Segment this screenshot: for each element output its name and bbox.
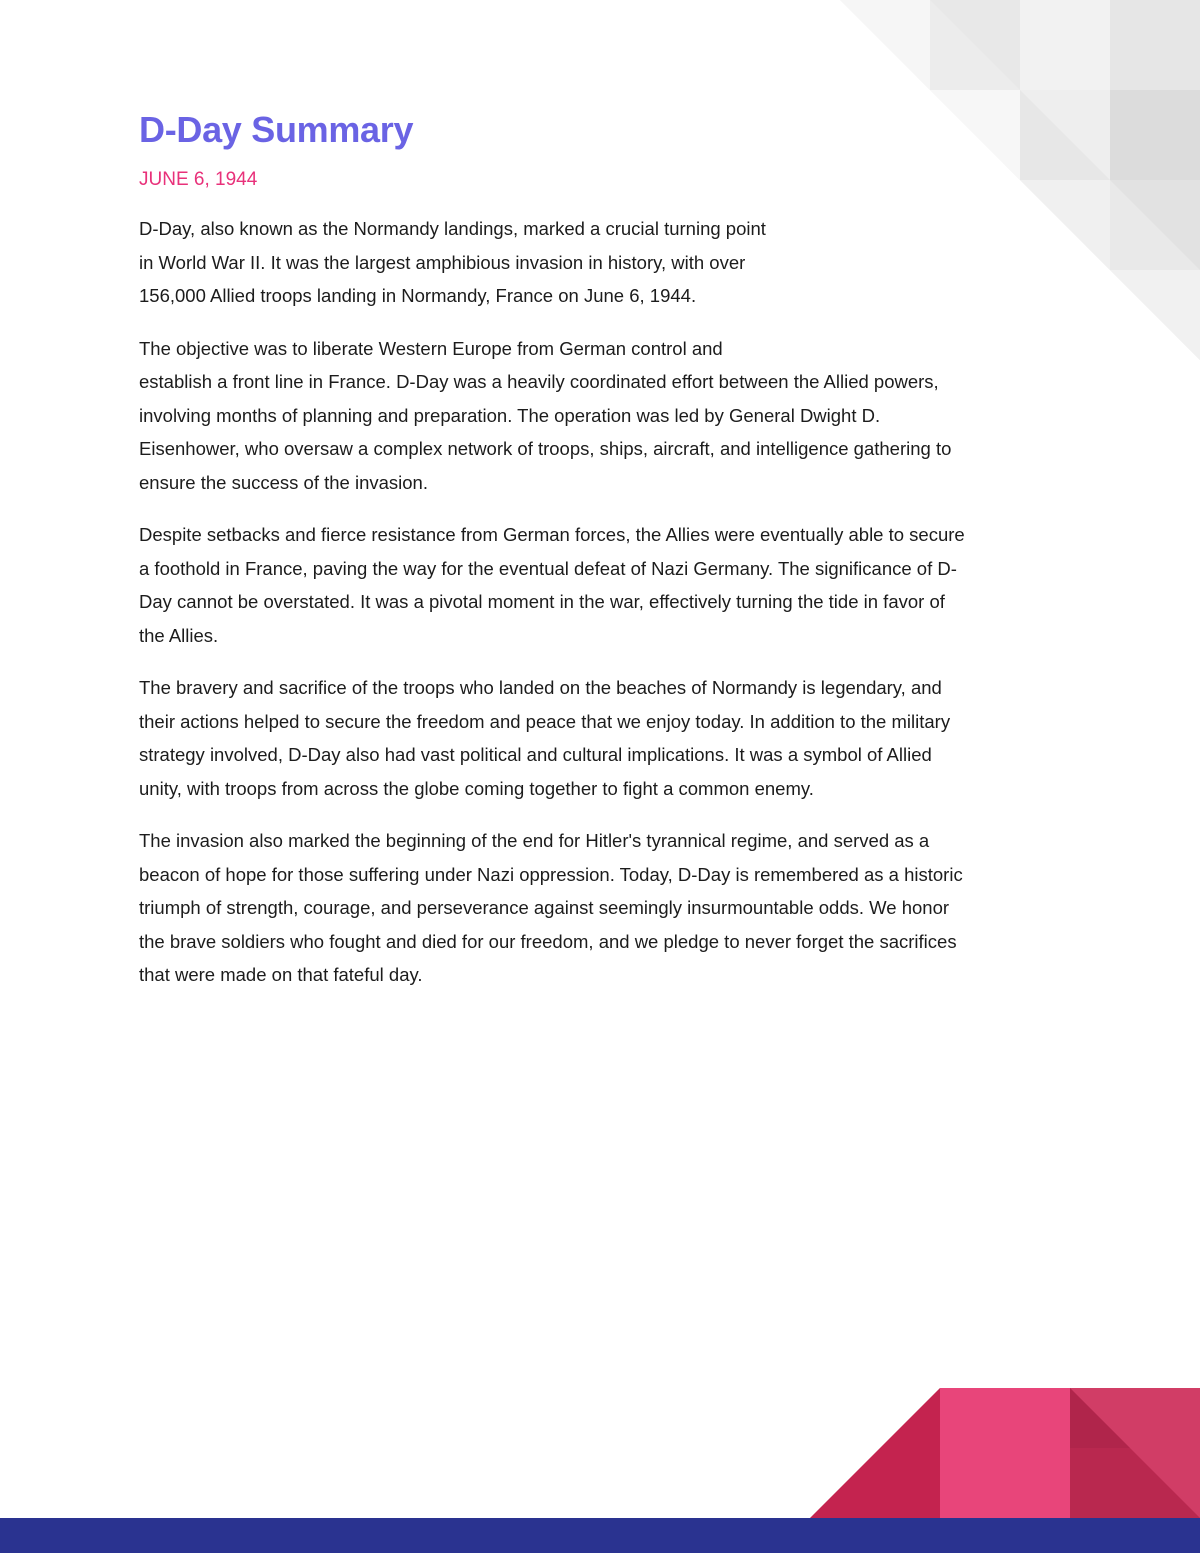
text-line: 156,000 Allied troops landing in Normandy, France on June 6, 1944. (139, 285, 697, 306)
text-line: establish a front line in France. D-Day was a heavily coordinated effort between the Allied powers, (139, 371, 939, 392)
text-line: Despite setbacks and fierce resistance from German forces, the Allies were eventually able to secure (139, 524, 965, 545)
text-line: the brave soldiers who fought and died for our freedom, and we pledge to never forget the sacrifices (139, 930, 957, 952)
text-line: beacon of hope for those suffering under Nazi oppression. Today, D-Day is remembered as a historic (139, 863, 963, 885)
text-line: Day cannot be overstated. It was a pivotal moment in the war, effectively turning the tide in favor of (139, 591, 945, 612)
document-body (139, 108, 1059, 992)
text-line: strategy involved, D-Day also had vast political and cultural implications. It was a symbol of Allied (139, 744, 932, 765)
paragraph-3 (139, 518, 1059, 652)
text-line: unity, with troops from across the globe coming together to fight a common enemy. (139, 777, 814, 799)
paragraph-1 (139, 212, 1059, 313)
text-line: triumph of strength, courage, and perseverance against seemingly insurmountable odds. We honor (139, 897, 950, 918)
text-line: The invasion also marked the beginning of the end for Hitler's tyrannical regime, and served as a (139, 830, 930, 851)
text-line: The bravery and sacrifice of the troops who landed on the beaches of Normandy is legendary, and (139, 677, 942, 698)
text-line: that were made on that fateful day. (139, 964, 423, 985)
text-line: ensure the success of the invasion. (139, 471, 428, 493)
text-line: in World War II. It was the largest amphibious invasion in history, with over (139, 251, 746, 273)
page-title: D-Day Summary (139, 109, 414, 150)
text-line: involving months of planning and preparation. The operation was led by General Dwight D. (139, 404, 881, 426)
text-line: D-Day, also known as the Normandy landings, marked a crucial turning point (139, 218, 766, 239)
paragraph-2 (139, 332, 1059, 500)
text-line: the Allies. (139, 624, 219, 646)
paragraph-4 (139, 671, 1059, 805)
paragraph-5 (139, 824, 1059, 992)
date-subtitle: JUNE 6, 1944 (139, 169, 258, 190)
footer-bar (0, 1518, 1200, 1553)
text-line: The objective was to liberate Western Europe from German control and (139, 337, 723, 359)
decorative-pink-shapes (800, 1388, 1200, 1518)
text-line: Eisenhower, who oversaw a complex network of troops, ships, aircraft, and intelligence gathering to (139, 438, 952, 459)
text-line: their actions helped to secure the freedom and peace that we enjoy today. In addition to the military (139, 710, 951, 732)
text-line: a foothold in France, paving the way for the eventual defeat of Nazi Germany. The significance of D- (139, 557, 957, 579)
